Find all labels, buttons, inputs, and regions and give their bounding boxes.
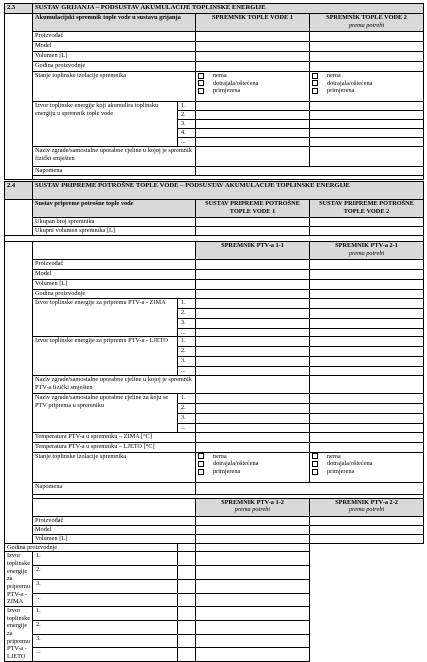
note-label: Napomena	[33, 482, 196, 494]
list-number: 2.	[178, 404, 196, 414]
row-label: Volumen [L]	[33, 280, 196, 290]
header-tank-1-1: SPREMNIK PTV-a 1-1	[196, 242, 310, 260]
header-label: Sustav pripreme potrošne tople vode	[33, 200, 196, 218]
input-cell[interactable]	[310, 347, 424, 357]
input-cell[interactable]	[196, 42, 310, 52]
row-label: Ukupan broj spremnika	[33, 218, 196, 227]
input-cell[interactable]	[310, 337, 424, 347]
source-label: Izvor toplinske energije koji akumulira toplinsku energiju u spremnik tople vode	[33, 102, 178, 147]
list-number: 2.	[33, 566, 178, 580]
input-cell[interactable]	[196, 552, 310, 566]
input-cell[interactable]	[310, 42, 424, 52]
input-cell[interactable]	[310, 218, 424, 227]
input-cell[interactable]	[310, 318, 424, 328]
input-cell[interactable]	[196, 290, 310, 299]
input-cell[interactable]	[310, 270, 424, 280]
input-cell[interactable]	[196, 404, 310, 414]
note-label: Napomena	[33, 167, 196, 176]
input-cell[interactable]	[310, 52, 424, 62]
input-cell[interactable]	[196, 52, 310, 62]
insulation-label: Stanje toplinske izolacije spremnika	[33, 72, 196, 102]
insulation-options-2[interactable]	[310, 452, 424, 482]
input-cell[interactable]	[196, 593, 310, 606]
insulation-options-2[interactable]	[310, 72, 424, 102]
list-number: 4.	[178, 129, 196, 138]
checkbox-icon[interactable]	[198, 453, 204, 459]
input-cell[interactable]	[196, 432, 310, 442]
row-label: Proizvođač	[33, 516, 196, 525]
header-tank-2: SPREMNIK TOPLE VODE 2 prema potrebi	[310, 14, 424, 32]
input-cell[interactable]	[178, 552, 196, 566]
input-cell[interactable]	[310, 394, 424, 404]
list-number: 2.	[178, 347, 196, 357]
list-number: 1.	[178, 337, 196, 347]
input-cell[interactable]	[310, 138, 424, 147]
list-number: 1.	[33, 552, 178, 566]
summer-source-label: Izvor toplinske energije za pripremu PTV-a - LJETO	[5, 607, 33, 662]
row-label: Proizvođač	[33, 260, 196, 270]
input-cell[interactable]	[310, 534, 424, 543]
input-cell[interactable]	[310, 357, 424, 367]
header-tank-1: SPREMNIK TOPLE VODE 1	[196, 14, 310, 32]
temp-summer-label: Temperatura PTV-a u spremniku – LJETO [°C]	[33, 442, 196, 452]
input-cell[interactable]	[310, 62, 424, 72]
input-cell[interactable]	[196, 367, 310, 376]
option-worn[interactable]: dotrajala/oštećena	[312, 460, 421, 468]
option-adequate[interactable]: primjerena	[198, 468, 307, 476]
input-cell[interactable]	[196, 227, 310, 236]
section-number: 2.4	[5, 182, 33, 200]
option-none[interactable]: nema	[198, 72, 307, 80]
input-cell[interactable]	[310, 367, 424, 376]
checkbox-icon[interactable]	[198, 88, 204, 94]
section-title: SUSTAV PRIPREME POTROŠNE TOPLE VODE – PODSUSTAV AKUMULACIJE TOPLINSKE ENERGIJE	[33, 182, 424, 200]
summer-source-label: Izvor toplinske energije za pripremu PTV-a - LJETO	[33, 337, 178, 376]
input-cell[interactable]	[196, 147, 310, 167]
input-cell[interactable]	[178, 648, 196, 661]
header-tank-2-2: SPREMNIK PTV-a 2-2 prema potrebi	[310, 498, 424, 516]
note-input[interactable]	[196, 167, 424, 176]
input-cell[interactable]	[196, 566, 310, 580]
input-cell[interactable]	[310, 111, 424, 120]
insulation-options-1[interactable]	[196, 452, 310, 482]
input-cell[interactable]	[196, 424, 310, 433]
option-adequate[interactable]: primjerena	[312, 468, 421, 476]
section-2-4	[4, 181, 423, 662]
spacer-row	[33, 175, 424, 179]
input-cell[interactable]	[196, 62, 310, 72]
row-label: Volumen [L]	[33, 52, 196, 62]
input-cell[interactable]	[310, 102, 424, 111]
option-none[interactable]: nema	[312, 453, 421, 461]
input-cell[interactable]	[310, 147, 424, 167]
input-cell[interactable]	[196, 102, 310, 111]
input-cell[interactable]	[196, 534, 310, 543]
input-cell[interactable]	[196, 120, 310, 129]
input-cell[interactable]	[196, 280, 310, 290]
input-cell[interactable]	[196, 129, 310, 138]
input-cell[interactable]	[310, 298, 424, 308]
input-cell[interactable]	[178, 607, 196, 621]
list-number: ...	[33, 648, 178, 661]
row-label: Model	[33, 525, 196, 534]
input-cell[interactable]	[196, 442, 310, 452]
list-number: ...	[178, 328, 196, 337]
list-number: 1.	[178, 102, 196, 111]
checkbox-icon[interactable]	[312, 73, 318, 79]
input-cell[interactable]	[196, 318, 310, 328]
checkbox-icon[interactable]	[312, 469, 318, 475]
input-cell[interactable]	[196, 270, 310, 280]
input-cell[interactable]	[196, 138, 310, 147]
input-cell[interactable]	[196, 337, 310, 347]
empty-header	[33, 242, 196, 260]
input-cell[interactable]	[178, 543, 196, 552]
input-cell[interactable]	[196, 634, 310, 648]
input-cell[interactable]	[310, 120, 424, 129]
input-cell[interactable]	[178, 593, 196, 606]
checkbox-icon[interactable]	[312, 461, 318, 467]
input-cell[interactable]	[310, 424, 424, 433]
building-label: Naziv zgrade/samostalne uporabne cjeline u kojoj je spremnik fizički smješten	[33, 147, 196, 167]
list-number: ...	[33, 593, 178, 606]
temp-winter-label: Temperatura PTV-a u spremniku – ZIMA [°C]	[33, 432, 196, 442]
empty-header	[33, 498, 196, 516]
input-cell[interactable]	[196, 357, 310, 367]
input-cell[interactable]	[310, 32, 424, 42]
checkbox-icon[interactable]	[198, 80, 204, 86]
checkbox-icon[interactable]	[312, 80, 318, 86]
input-cell[interactable]	[196, 648, 310, 661]
input-cell[interactable]	[196, 394, 310, 404]
list-number: 3.	[178, 120, 196, 129]
input-cell[interactable]	[310, 290, 424, 299]
row-label: Model	[33, 42, 196, 52]
input-cell[interactable]	[310, 432, 424, 442]
input-cell[interactable]	[310, 376, 424, 394]
input-cell[interactable]	[178, 620, 196, 634]
input-cell[interactable]	[310, 227, 424, 236]
input-cell[interactable]	[196, 376, 310, 394]
input-cell[interactable]	[310, 442, 424, 452]
input-cell[interactable]	[196, 516, 310, 525]
list-number: 3.	[33, 579, 178, 593]
list-number: ...	[178, 138, 196, 147]
section-number: 2.3	[5, 4, 33, 14]
input-cell[interactable]	[196, 620, 310, 634]
row-label: Godina proizvodnje	[33, 62, 196, 72]
left-margin-cell	[5, 200, 33, 236]
left-margin-cell	[5, 14, 33, 180]
list-number: 2.	[33, 620, 178, 634]
list-number: 3.	[178, 318, 196, 328]
option-none[interactable]: nema	[312, 72, 421, 80]
header-system-1: SUSTAV PRIPREME POTROŠNE TOPLE VODE 1	[196, 200, 310, 218]
input-cell[interactable]	[196, 607, 310, 621]
list-number: 2.	[178, 111, 196, 120]
input-cell[interactable]	[178, 579, 196, 593]
option-none[interactable]: nema	[198, 453, 307, 461]
checkbox-icon[interactable]	[198, 73, 204, 79]
list-number: ...	[178, 367, 196, 376]
row-label: Godina proizvodnje	[5, 543, 178, 552]
input-cell[interactable]	[196, 525, 310, 534]
insulation-label: Stanje toplinske izolacije spremnika	[33, 452, 196, 482]
input-cell[interactable]	[196, 32, 310, 42]
section-2-3-table	[4, 3, 424, 180]
input-cell[interactable]	[310, 404, 424, 414]
building-label: Naziv zgrade/samostalne uporabne cjeline u kojoj je spremnik PTV-a fizički smješten	[33, 376, 196, 394]
input-cell[interactable]	[196, 308, 310, 318]
option-worn[interactable]: dotrajala/oštećena	[198, 460, 307, 468]
input-cell[interactable]	[196, 260, 310, 270]
list-number: ...	[178, 424, 196, 433]
input-cell[interactable]	[310, 280, 424, 290]
input-cell[interactable]	[196, 543, 310, 552]
input-cell[interactable]	[196, 298, 310, 308]
checkbox-icon[interactable]	[198, 469, 204, 475]
winter-source-label: Izvor toplinske energije za pripremu PTV-a - ZIMA	[5, 552, 33, 607]
input-cell[interactable]	[178, 634, 196, 648]
section-2-3	[4, 3, 423, 180]
note-input[interactable]	[196, 482, 424, 494]
header-system-2: SUSTAV PRIPREME POTROŠNE TOPLE VODE 2	[310, 200, 424, 218]
option-worn[interactable]: dotrajala/oštećena	[312, 80, 421, 88]
option-worn[interactable]: dotrajala/oštećena	[198, 80, 307, 88]
input-cell[interactable]	[196, 347, 310, 357]
list-number: 2.	[178, 308, 196, 318]
building2-label: Naziv zgrade/samostalne uporabne cjeline za koju se PTV priprema u spremniku	[33, 394, 178, 433]
list-number: 1.	[178, 298, 196, 308]
input-cell[interactable]	[196, 414, 310, 424]
input-cell[interactable]	[196, 111, 310, 120]
header-tank-1-2: SPREMNIK PTV-a 1-2 prema potrebi	[196, 498, 310, 516]
row-label: Godina proizvodnje	[33, 290, 196, 299]
header-tank-2-1: SPREMNIK PTV-a 2-1 prema potrebi	[310, 242, 424, 260]
input-cell[interactable]	[310, 516, 424, 525]
list-number: 1.	[33, 607, 178, 621]
header-label: Akumulacijski spremnik tople vode u sustavu grijanja	[33, 14, 196, 32]
checkbox-icon[interactable]	[198, 461, 204, 467]
left-margin-cell	[5, 242, 33, 544]
input-cell[interactable]	[310, 129, 424, 138]
list-number: 1.	[178, 394, 196, 404]
list-number: 3.	[178, 357, 196, 367]
option-adequate[interactable]: primjerena	[312, 87, 421, 95]
input-cell[interactable]	[310, 525, 424, 534]
row-label: Proizvođač	[33, 32, 196, 42]
section-2-4-table	[4, 181, 424, 662]
insulation-options-1[interactable]	[196, 72, 310, 102]
list-number: 3.	[33, 634, 178, 648]
list-number: 3.	[178, 414, 196, 424]
input-cell[interactable]	[178, 566, 196, 580]
input-cell[interactable]	[310, 260, 424, 270]
input-cell[interactable]	[310, 328, 424, 337]
input-cell[interactable]	[196, 579, 310, 593]
section-title: SUSTAV GRIJANJA – PODSUSTAV AKUMULACIJE TOPLINSKE ENERGIJE	[33, 4, 424, 14]
input-cell[interactable]	[310, 308, 424, 318]
option-adequate[interactable]: primjerena	[198, 87, 307, 95]
row-label: Model	[33, 270, 196, 280]
winter-source-label: Izvor toplinske energije za pripremu PTV-a - ZIMA	[33, 298, 178, 337]
row-label: Ukupni volumen spremnika [L]	[33, 227, 196, 236]
checkbox-icon[interactable]	[312, 88, 318, 94]
input-cell[interactable]	[196, 328, 310, 337]
input-cell[interactable]	[310, 414, 424, 424]
checkbox-icon[interactable]	[312, 453, 318, 459]
input-cell[interactable]	[196, 218, 310, 227]
row-label: Volumen [L]	[33, 534, 196, 543]
